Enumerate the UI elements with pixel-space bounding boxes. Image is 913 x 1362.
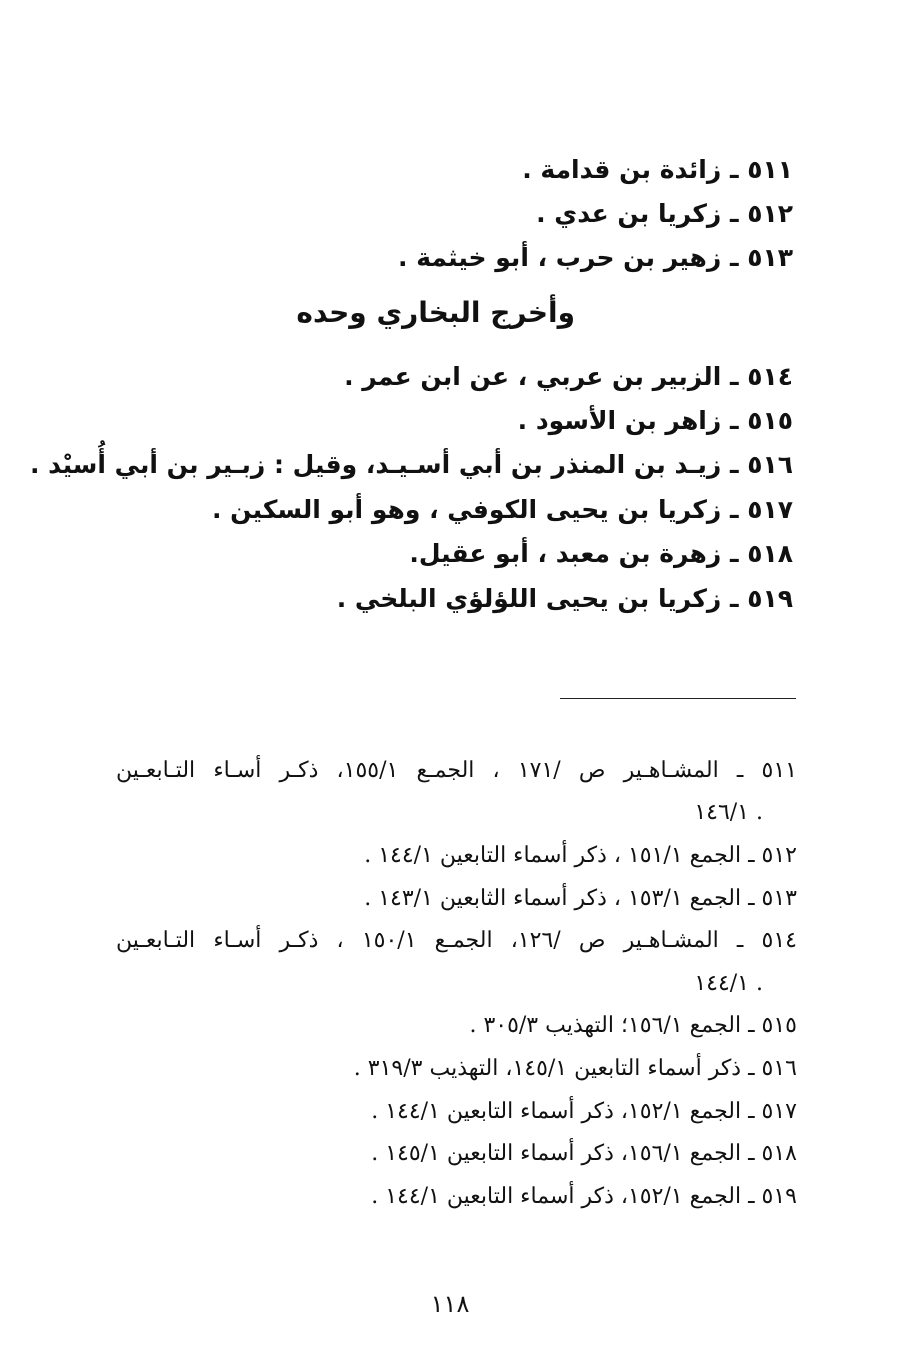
- entry-519: ٥١٩ ـ زكريا بن يحيى اللؤلؤي البلخي .: [336, 584, 793, 613]
- entry-513: ٥١٣ ـ زهير بن حرب ، أبو خيثمة .: [398, 243, 793, 272]
- entry-514: ٥١٤ ـ الزبير بن عربي ، عن ابن عمر .: [344, 362, 793, 391]
- entry-515: ٥١٥ ـ زاهر بن الأسود .: [517, 406, 793, 435]
- footnote-516: ٥١٦ ـ ذكر أسماء التابعين ١٤٥/١، التهذيب ٣١٩/٣ .: [353, 1056, 797, 1081]
- footnote-513: ٥١٣ ـ الجمع ١٥٣/١ ، ذكر أسماء الثابعين ١٤٣/١ .: [364, 886, 797, 911]
- footnote-511-continuation: ١٤٦/١ .: [694, 800, 763, 825]
- entry-516: ٥١٦ ـ زيـد بن المنذر بن أبي أسـيـد، وقيل : زبـير بن أبي أُسيْد .: [29, 450, 793, 479]
- footnote-511: ٥١١ ـ المشـاهـير ص /١٧١ ، الجمـع ١٥٥/١، ذكـر أسـاء التـابعـين: [116, 758, 797, 783]
- footnote-517: ٥١٧ ـ الجمع ١٥٢/١، ذكر أسماء التابعين ١٤٤/١ .: [371, 1099, 797, 1124]
- footnote-518: ٥١٨ ـ الجمع ١٥٦/١، ذكر أسماء التابعين ١٤٥/١ .: [371, 1141, 797, 1166]
- entry-512: ٥١٢ ـ زكريا بن عدي .: [536, 199, 793, 228]
- footnote-512: ٥١٢ ـ الجمع ١٥١/١ ، ذكر أسماء التابعين ١٤٤/١ .: [364, 843, 797, 868]
- section-heading: وأخرج البخاري وحده: [296, 296, 575, 329]
- footnote-514: ٥١٤ ـ المشـاهـير ص /١٢٦، الجمـع ١٥٠/١ ، ذكـر أسـاء التـابعـين: [116, 928, 797, 953]
- footnote-515: ٥١٥ ـ الجمع ١٥٦/١؛ التهذيب ٣٠٥/٣ .: [469, 1013, 797, 1038]
- entry-518: ٥١٨ ـ زهرة بن معبد ، أبو عقيل.: [409, 539, 793, 568]
- page-number: ١١٨: [430, 1290, 470, 1318]
- entry-511: ٥١١ ـ زائدة بن قدامة .: [522, 155, 793, 184]
- footnote-separator: [560, 698, 796, 699]
- entry-517: ٥١٧ ـ زكريا بن يحيى الكوفي ، وهو أبو السكين .: [211, 495, 793, 524]
- footnote-519: ٥١٩ ـ الجمع ١٥٢/١، ذكر أسماء التابعين ١٤٤/١ .: [371, 1184, 797, 1209]
- footnote-514-continuation: ١٤٤/١ .: [694, 971, 763, 996]
